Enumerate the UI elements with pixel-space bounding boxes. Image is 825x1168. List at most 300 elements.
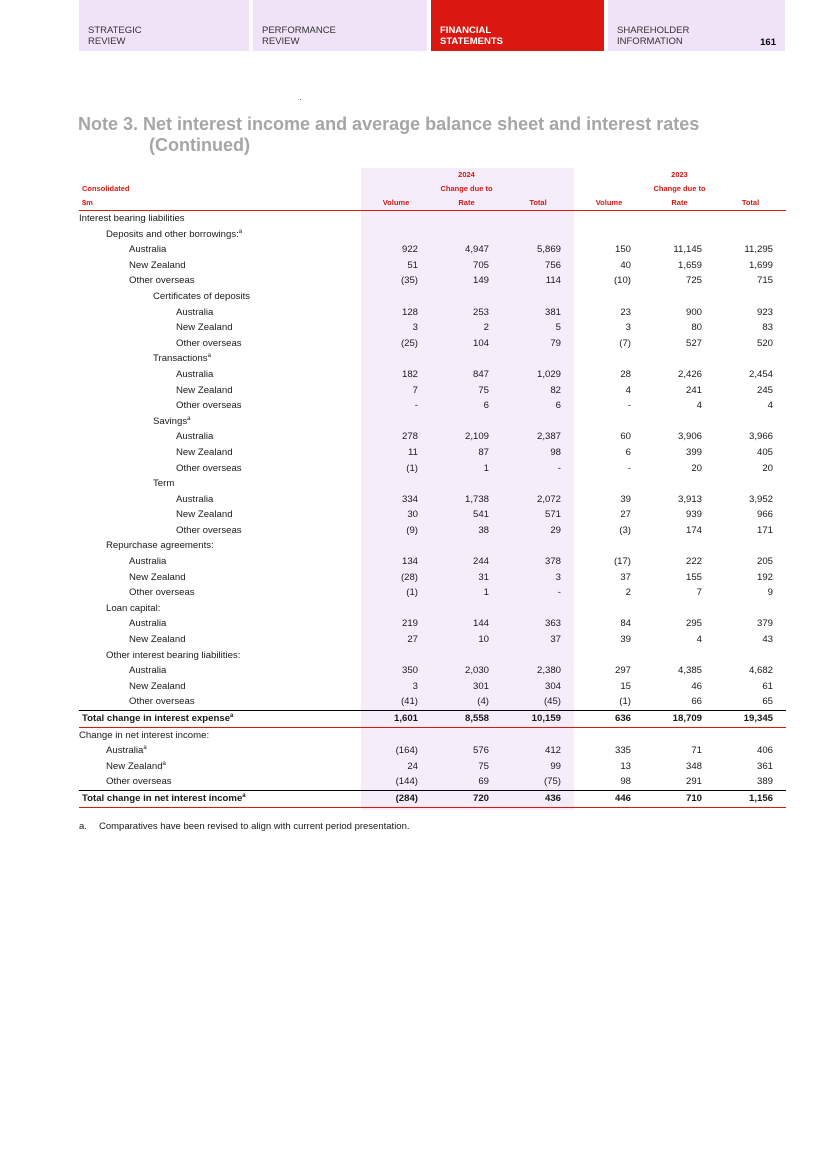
cell-value: [431, 648, 502, 664]
cell-value: 24: [407, 760, 418, 772]
cell-value: 1,738: [464, 493, 489, 505]
cell-value: -: [627, 462, 631, 474]
row-label-text: Australia: [129, 244, 167, 256]
cell-value: 923: [756, 306, 773, 318]
cell-value: 19,345: [715, 711, 786, 728]
cell-value: 1,659: [677, 259, 702, 271]
row-label: [79, 570, 361, 586]
cell-value: [574, 211, 644, 227]
cell-value: 82: [550, 384, 561, 396]
cell-value: [431, 289, 502, 305]
cell-value: 43: [762, 634, 773, 646]
row-label: [79, 694, 361, 710]
cell-value: 9: [767, 587, 773, 599]
cell-value: 104: [472, 337, 489, 349]
nav-tab-line: PERFORMANCE: [262, 25, 336, 36]
row-label-text: New Zealand: [129, 571, 186, 583]
row-label: [79, 648, 361, 664]
cell-value: 350: [401, 665, 418, 677]
cell-value: [715, 227, 786, 243]
cell-value: 389: [756, 776, 773, 788]
cell-value: 5: [555, 322, 561, 334]
cell-value: [361, 727, 431, 743]
cell-value: [574, 227, 644, 243]
cell-value: (1): [619, 696, 631, 708]
cell-value: 149: [472, 275, 489, 287]
cell-value: [715, 289, 786, 305]
cell-value: [502, 414, 574, 430]
table-row: [79, 367, 786, 383]
row-label: [79, 476, 361, 492]
cell-value: 4: [625, 384, 631, 396]
cell-value: 71: [691, 745, 702, 757]
cell-value: 7: [696, 587, 702, 599]
row-label-text: Transactions: [153, 353, 208, 365]
cell-value: 291: [685, 776, 702, 788]
row-label-text: Other overseas: [176, 337, 242, 349]
cell-value: (7): [619, 337, 631, 349]
cell-value: 6: [625, 446, 631, 458]
cell-value: [502, 351, 574, 367]
cell-value: 144: [472, 618, 489, 630]
cell-value: 348: [685, 760, 702, 772]
cell-value: 79: [550, 337, 561, 349]
footnote-ref: a: [238, 228, 243, 235]
table-body: [79, 211, 786, 808]
row-label: [79, 554, 361, 570]
cell-value: 1,699: [748, 259, 773, 271]
row-label-text: Other overseas: [129, 587, 195, 599]
row-label-text: Total change in net interest income: [82, 792, 243, 804]
cell-value: [361, 476, 431, 492]
cell-value: (75): [543, 776, 561, 788]
cell-value: 6: [555, 400, 561, 412]
cell-value: 39: [620, 493, 631, 505]
cell-value: 541: [472, 509, 489, 521]
table-row: [79, 743, 786, 759]
cell-value: 412: [544, 745, 561, 757]
cell-value: 3,966: [748, 431, 773, 443]
cell-value: 3,906: [677, 431, 702, 443]
row-label: [79, 743, 361, 759]
cell-value: 576: [472, 745, 489, 757]
cell-value: [715, 211, 786, 227]
footnote-ref: a: [187, 415, 191, 422]
cell-value: (41): [400, 696, 418, 708]
cell-value: [574, 289, 644, 305]
cell-value: 11,295: [744, 244, 773, 256]
row-label-text: Australia: [176, 368, 214, 380]
cell-value: 715: [756, 275, 773, 287]
row-label: [79, 273, 361, 289]
cell-value: [431, 414, 502, 430]
nav-tab-line: STATEMENTS: [440, 36, 503, 47]
table-row: [79, 554, 786, 570]
table-row: [79, 320, 786, 336]
cell-value: 3,952: [748, 493, 773, 505]
nav-tab-line: INFORMATION: [617, 36, 683, 47]
cell-value: 98: [620, 776, 631, 788]
cell-value: 69: [478, 776, 489, 788]
row-label-text: Other overseas: [176, 524, 242, 536]
cell-value: [715, 414, 786, 430]
page-number: 161: [760, 37, 776, 48]
cell-value: [715, 351, 786, 367]
cell-value: [715, 648, 786, 664]
cell-value: 8,558: [431, 711, 502, 728]
cell-value: 405: [756, 446, 773, 458]
row-label-text: Repurchase agreements:: [106, 540, 214, 552]
row-label-text: Deposits and other borrowings:: [106, 228, 239, 240]
cell-value: -: [627, 400, 631, 412]
table-row: [79, 445, 786, 461]
cell-value: 571: [544, 509, 561, 521]
row-label: [79, 305, 361, 321]
row-label: [79, 492, 361, 508]
cell-value: 3: [555, 571, 561, 583]
cell-value: 40: [620, 259, 631, 271]
row-label: [79, 211, 361, 227]
cell-value: 6: [483, 400, 489, 412]
cell-value: 38: [478, 524, 489, 536]
row-label-text: New Zealand: [129, 259, 186, 271]
row-label-text: Change in net interest income:: [79, 729, 210, 741]
row-label: [79, 632, 361, 648]
cell-value: (45): [543, 696, 561, 708]
col-rate-2024: Rate: [431, 195, 502, 211]
cell-value: 87: [478, 446, 489, 458]
table-row: [79, 476, 786, 492]
footnote-ref: a: [207, 353, 211, 360]
cell-value: [431, 211, 502, 227]
cell-value: 2,387: [536, 431, 561, 443]
year-2024-heading: 2024: [458, 170, 475, 179]
row-label: [79, 398, 361, 414]
total-row: [79, 711, 786, 728]
row-label-text: Total change in interest expense: [82, 713, 231, 724]
row-label: [79, 759, 361, 775]
row-label-text: Other overseas: [129, 696, 195, 708]
cell-value: (25): [400, 337, 418, 349]
row-label: [79, 616, 361, 632]
cell-value: [715, 476, 786, 492]
page-title: [78, 114, 699, 156]
cell-value: 297: [614, 665, 631, 677]
nav-tab-line: FINANCIAL: [440, 25, 492, 36]
table-row: [79, 492, 786, 508]
table-row: [79, 632, 786, 648]
cell-value: 114: [545, 275, 561, 287]
row-label-text: Other overseas: [176, 400, 242, 412]
footnote-text: Comparatives have been revised to align with current period presentation.: [99, 821, 410, 832]
interest-table-wrapper: [79, 168, 786, 808]
cell-value: [644, 648, 715, 664]
cell-value: [361, 538, 431, 554]
cell-value: 31: [478, 571, 489, 583]
cell-value: 1,029: [536, 368, 561, 380]
cell-value: [715, 601, 786, 617]
net-interest-table: [79, 168, 786, 808]
cell-value: (28): [400, 571, 418, 583]
table-row: [79, 774, 786, 790]
row-label-text: Term: [153, 478, 175, 490]
footnote-ref: a: [162, 760, 166, 767]
cell-value: [644, 538, 715, 554]
cell-value: 244: [472, 556, 489, 568]
cell-value: [502, 289, 574, 305]
row-label-text: New Zealand: [129, 634, 186, 646]
change-due-to-heading: Change due to: [653, 183, 706, 193]
cell-value: 2,030: [464, 665, 489, 677]
section-nav: [79, 0, 786, 51]
table-row: [79, 663, 786, 679]
cell-value: [502, 476, 574, 492]
cell-value: 939: [685, 509, 702, 521]
cell-value: [574, 601, 644, 617]
table-row: [79, 601, 786, 617]
cell-value: 39: [620, 634, 631, 646]
cell-value: (284): [361, 790, 431, 807]
cell-value: (1): [406, 587, 418, 599]
cell-value: 301: [472, 680, 489, 692]
cell-value: 171: [756, 524, 773, 536]
cell-value: [715, 727, 786, 743]
cell-value: 10: [478, 634, 489, 646]
cell-value: 28: [620, 368, 631, 380]
row-label-text: Australia: [129, 618, 167, 630]
table-row: [79, 227, 786, 243]
row-label-text: Other overseas: [176, 462, 242, 474]
cell-value: 4,682: [748, 665, 773, 677]
col-total-2024: Total: [502, 195, 574, 211]
cell-value: (164): [395, 745, 418, 757]
cell-value: 1,156: [715, 790, 786, 807]
row-label: [79, 663, 361, 679]
row-label: [79, 336, 361, 352]
row-label: [79, 585, 361, 601]
cell-value: 4: [696, 634, 702, 646]
cell-value: 51: [407, 259, 418, 271]
col-total-2023: Total: [715, 195, 786, 211]
cell-value: (144): [395, 776, 418, 788]
row-label: [79, 538, 361, 554]
table-row: [79, 289, 786, 305]
cell-value: 150: [614, 244, 631, 256]
cell-value: 83: [762, 322, 773, 334]
table-row: [79, 694, 786, 710]
table-row: [79, 616, 786, 632]
cell-value: (17): [613, 556, 631, 568]
cell-value: 7: [412, 384, 418, 396]
cell-value: 705: [472, 259, 489, 271]
cell-value: [502, 538, 574, 554]
cell-value: [502, 648, 574, 664]
cell-value: 66: [691, 696, 702, 708]
cell-value: 847: [472, 368, 489, 380]
table-row: [79, 336, 786, 352]
cell-value: 60: [620, 431, 631, 443]
table-row: [79, 679, 786, 695]
cell-value: [502, 727, 574, 743]
cell-value: 527: [685, 337, 702, 349]
footnote-ref: a: [230, 713, 234, 719]
cell-value: 65: [762, 696, 773, 708]
section-row: [79, 727, 786, 743]
row-label-text: Other overseas: [106, 776, 172, 788]
table-row: [79, 273, 786, 289]
col-rate-2023: Rate: [644, 195, 715, 211]
footnote-marker: a.: [79, 821, 87, 832]
row-label: [79, 414, 361, 430]
cell-value: 134: [401, 556, 418, 568]
cell-value: [502, 601, 574, 617]
cell-value: [431, 538, 502, 554]
cell-value: [644, 351, 715, 367]
table-row: [79, 648, 786, 664]
row-label-text: Savings: [153, 415, 188, 427]
footnote-ref: a: [242, 792, 246, 799]
cell-value: [361, 351, 431, 367]
row-label: [79, 258, 361, 274]
cell-value: 20: [691, 462, 702, 474]
cell-value: -: [557, 462, 561, 474]
page-title-line1: Note 3. Net interest income and average balance sheet and interest rates: [78, 114, 700, 134]
row-label-text: Other overseas: [129, 275, 195, 287]
table-row: [79, 507, 786, 523]
cell-value: 99: [550, 760, 561, 772]
total-row: [79, 790, 786, 807]
cell-value: 11: [408, 446, 418, 458]
header-row-change: [79, 182, 786, 196]
cell-value: -: [557, 587, 561, 599]
cell-value: 20: [762, 462, 773, 474]
cell-value: [644, 601, 715, 617]
cell-value: 636: [574, 711, 644, 728]
cell-value: 245: [756, 384, 773, 396]
cell-value: [644, 211, 715, 227]
row-label-text: Australia: [129, 556, 167, 568]
cell-value: 5,869: [536, 244, 561, 256]
cell-value: [574, 648, 644, 664]
cell-value: 205: [756, 556, 773, 568]
cell-value: 2,072: [536, 493, 561, 505]
nav-tab-shareholder-information[interactable]: [608, 0, 785, 51]
row-label: [79, 429, 361, 445]
nav-tab-performance-review[interactable]: [253, 0, 427, 51]
cell-value: [361, 227, 431, 243]
row-label-text: Certificates of deposits: [153, 290, 251, 302]
cell-value: 278: [401, 431, 418, 443]
year-2023-heading: 2023: [671, 170, 688, 179]
cell-value: [431, 476, 502, 492]
cell-value: 29: [550, 524, 561, 536]
nav-tab-line: SHAREHOLDER: [617, 25, 690, 36]
cell-value: 219: [401, 618, 418, 630]
cell-value: (35): [400, 275, 418, 287]
row-label: [79, 790, 361, 807]
col-volume-2024: Volume: [361, 195, 431, 211]
footnote: [79, 821, 410, 832]
cell-value: 11,145: [673, 244, 702, 256]
row-label: [79, 601, 361, 617]
cell-value: 2: [483, 322, 489, 334]
row-label: [79, 383, 361, 399]
row-label-text: New Zealand: [176, 509, 233, 521]
row-label-text: New Zealand: [176, 322, 233, 334]
consolidated-heading: Consolidated: [82, 183, 130, 193]
cell-value: [644, 476, 715, 492]
table-row: [79, 258, 786, 274]
cell-value: 2,109: [464, 431, 489, 443]
cell-value: 379: [756, 618, 773, 630]
cell-value: 1: [483, 587, 489, 599]
table-row: [79, 383, 786, 399]
cell-value: 436: [502, 790, 574, 807]
cell-value: 922: [401, 244, 418, 256]
cell-value: 900: [685, 306, 702, 318]
nav-tab-financial-statements[interactable]: [431, 0, 604, 51]
table-row: [79, 429, 786, 445]
cell-value: 1: [483, 462, 489, 474]
cell-value: 363: [544, 618, 561, 630]
cell-value: 399: [685, 446, 702, 458]
cell-value: [502, 227, 574, 243]
row-label: [79, 242, 361, 258]
cell-value: [502, 211, 574, 227]
table-row: [79, 759, 786, 775]
cell-value: [431, 351, 502, 367]
row-label: [79, 523, 361, 539]
table-row: [79, 570, 786, 586]
cell-value: [361, 648, 431, 664]
row-label: [79, 727, 361, 743]
cell-value: (3): [619, 524, 631, 536]
section-row: [79, 211, 786, 227]
cell-value: (10): [613, 275, 631, 287]
cell-value: 253: [472, 306, 489, 318]
cell-value: 4: [696, 400, 702, 412]
cell-value: [574, 351, 644, 367]
cell-value: [644, 414, 715, 430]
cell-value: [574, 538, 644, 554]
row-label-text: Loan capital:: [106, 602, 161, 614]
cell-value: [361, 211, 431, 227]
table-row: [79, 523, 786, 539]
cell-value: 27: [620, 509, 631, 521]
cell-value: 966: [756, 509, 773, 521]
row-label: [79, 227, 361, 243]
cell-value: 192: [756, 571, 773, 583]
cell-value: 174: [685, 524, 702, 536]
cell-value: 334: [401, 493, 418, 505]
row-label: [79, 679, 361, 695]
cell-value: [644, 289, 715, 305]
cell-value: 756: [544, 259, 561, 271]
row-label-text: Other interest bearing liabilities:: [106, 649, 241, 661]
row-label-text: Australia: [129, 665, 167, 677]
cell-value: 80: [691, 322, 702, 334]
cell-value: [361, 414, 431, 430]
cell-value: 13: [620, 760, 631, 772]
table-row: [79, 538, 786, 554]
cell-value: 4: [767, 400, 773, 412]
cell-value: [644, 727, 715, 743]
nav-tab-line: REVIEW: [262, 36, 300, 47]
row-label-text: New Zealand: [176, 384, 233, 396]
nav-tab-strategic-review[interactable]: [79, 0, 249, 51]
cell-value: [574, 727, 644, 743]
cell-value: 378: [544, 556, 561, 568]
